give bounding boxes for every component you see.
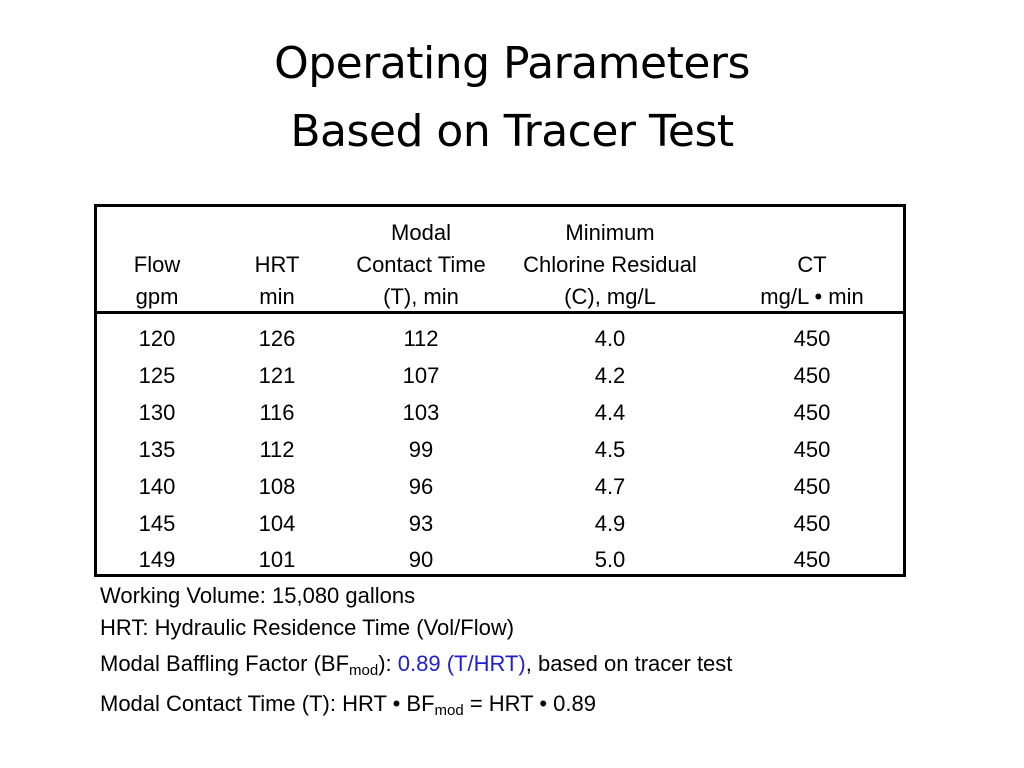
table-row (97, 432, 903, 468)
cell-residual: 4.7 (594, 474, 626, 499)
table-row (97, 321, 903, 357)
cell-contact-time: 107 (402, 363, 440, 388)
slide-title-line-2: Based on Tracer Test (290, 106, 734, 157)
cell-flow: 140 (138, 474, 176, 499)
cell-hrt: 101 (258, 547, 296, 572)
cell-residual: 5.0 (594, 547, 626, 572)
cell-ct: 450 (793, 400, 831, 425)
cell-contact-time: 93 (408, 511, 434, 536)
cell-ct: 450 (793, 363, 831, 388)
header-ct: CT mg/L • min (760, 252, 864, 309)
cell-hrt: 126 (258, 326, 296, 351)
table-row (97, 469, 903, 505)
header-flow: Flow gpm (133, 252, 181, 309)
cell-flow: 130 (138, 400, 176, 425)
cell-flow: 120 (138, 326, 176, 351)
cell-ct: 450 (793, 474, 831, 499)
baffling-factor-value: 0.89 (T/HRT) (397, 651, 526, 676)
cell-hrt: 121 (258, 363, 296, 388)
cell-residual: 4.9 (594, 511, 626, 536)
contact-time-note: Modal Contact Time (T): HRT • $BF_{mod}$ = HRT • 0.89 (100, 691, 596, 719)
cell-residual: 4.0 (594, 326, 626, 351)
cell-flow: 135 (138, 437, 176, 462)
header-divider (97, 311, 903, 314)
slide-title-line-1: Operating Parameters (274, 38, 750, 89)
cell-contact-time: 112 (403, 326, 439, 351)
table-row (97, 358, 903, 394)
cell-residual: 4.4 (594, 400, 626, 425)
cell-ct: 450 (793, 547, 831, 572)
cell-contact-time: 99 (408, 437, 434, 462)
slide-title (0, 30, 1024, 166)
header-hrt: HRT min (254, 252, 300, 309)
cell-hrt: 104 (258, 511, 296, 536)
header-modal-contact-time: Modal Contact Time (T), min (356, 220, 486, 309)
cell-flow: 125 (138, 363, 176, 388)
table-row (97, 542, 903, 578)
cell-ct: 450 (793, 511, 831, 536)
cell-residual: 4.5 (594, 437, 626, 462)
cell-ct: 450 (793, 437, 831, 462)
cell-contact-time: 90 (408, 547, 434, 572)
cell-flow: 149 (138, 547, 176, 572)
working-volume-note: Working Volume: 15,080 gallons (100, 583, 416, 608)
cell-hrt: 116 (259, 400, 295, 425)
baffling-factor-note: Modal Baffling Factor $(BF_{mod})$: 0.89 (T/HRT), based on tracer test (100, 651, 733, 679)
cell-hrt: 108 (258, 474, 296, 499)
cell-contact-time: 103 (402, 400, 440, 425)
cell-hrt: 112 (259, 437, 295, 462)
hrt-definition-note: HRT: Hydraulic Residence Time (Vol/Flow) (100, 615, 515, 640)
parameters-table (94, 204, 906, 577)
header-chlorine-residual: Minimum Chlorine Residual (C), mg/L (523, 220, 697, 309)
cell-residual: 4.2 (594, 363, 626, 388)
cell-flow: 145 (138, 511, 176, 536)
table-row (97, 506, 903, 542)
cell-contact-time: 96 (408, 474, 434, 499)
table-row (97, 395, 903, 431)
cell-ct: 450 (793, 326, 831, 351)
